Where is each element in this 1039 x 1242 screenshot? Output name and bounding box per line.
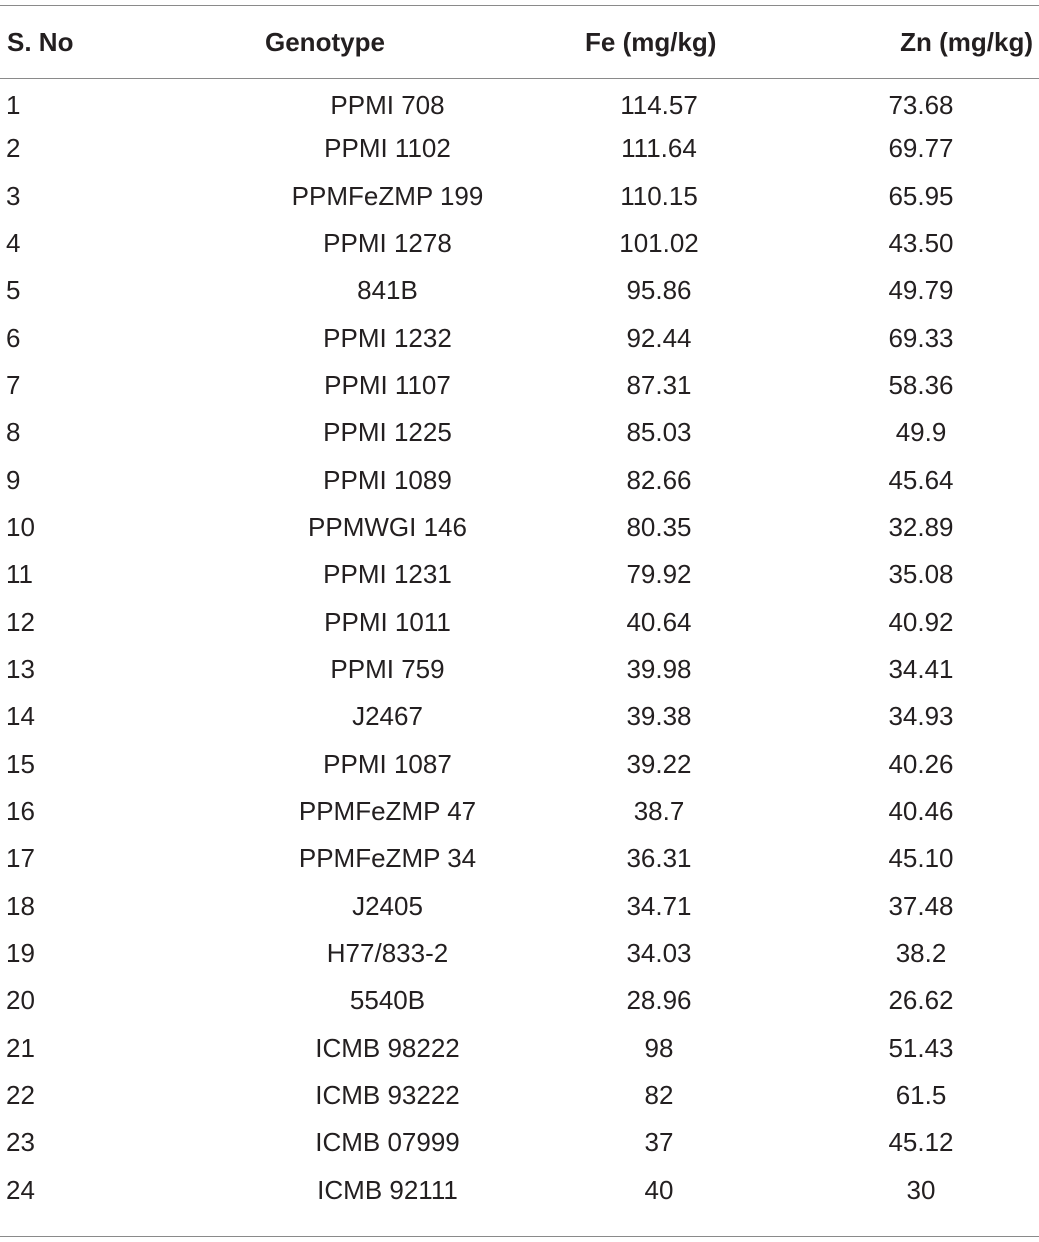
- cell-genotype: PPMFeZMP 199: [291, 180, 484, 211]
- cell-genotype: 841B: [357, 275, 418, 306]
- table-row: [0, 1072, 1039, 1119]
- cell-genotype: PPMFeZMP 47: [298, 796, 477, 827]
- cell-zn: 30: [906, 1174, 936, 1205]
- cell-zn: 37.48: [888, 890, 954, 921]
- table-row: [0, 551, 1039, 598]
- cell-zn: 49.79: [888, 275, 954, 306]
- cell-zn: 58.36: [888, 370, 954, 401]
- cell-fe: 38.7: [633, 796, 685, 827]
- cell-zn: 51.43: [888, 1032, 954, 1063]
- cell-fe: 37: [644, 1127, 674, 1158]
- cell-genotype: J2467: [352, 701, 423, 732]
- cell-fe: 87.31: [626, 370, 692, 401]
- cell-sno: 17: [6, 843, 35, 874]
- cell-zn: 26.62: [888, 985, 954, 1016]
- cell-sno: 1: [6, 90, 21, 121]
- cell-zn: 49.9: [895, 417, 947, 448]
- cell-sno: 5: [6, 275, 21, 306]
- cell-sno: 10: [6, 512, 35, 543]
- cell-fe: 82.66: [626, 464, 692, 495]
- cell-zn: 34.93: [888, 701, 954, 732]
- cell-fe: 82: [644, 1080, 674, 1111]
- cell-zn: 35.08: [888, 559, 954, 590]
- cell-genotype: PPMWGI 146: [308, 512, 467, 543]
- cell-genotype: PPMI 1011: [324, 606, 451, 637]
- table-row: [0, 504, 1039, 551]
- cell-sno: 8: [6, 417, 21, 448]
- table-row: [0, 409, 1039, 456]
- table-row: [0, 78, 1039, 125]
- cell-sno: 11: [6, 559, 33, 590]
- header-row: [0, 6, 1039, 78]
- cell-fe: 101.02: [619, 228, 699, 259]
- cell-fe: 92.44: [626, 322, 692, 353]
- header-genotype: Genotype: [265, 26, 385, 57]
- table-row: [0, 315, 1039, 362]
- cell-fe: 28.96: [626, 985, 692, 1016]
- cell-genotype: PPMI 708: [330, 90, 445, 121]
- table-row: [0, 930, 1039, 977]
- cell-zn: 43.50: [888, 228, 954, 259]
- cell-zn: 69.33: [888, 322, 954, 353]
- cell-zn: 32.89: [888, 512, 954, 543]
- cell-sno: 4: [6, 228, 21, 259]
- cell-sno: 18: [6, 890, 35, 921]
- header-sno: S. No: [7, 26, 74, 57]
- cell-sno: 6: [6, 322, 21, 353]
- table-row: [0, 1119, 1039, 1166]
- cell-fe: 39.98: [626, 654, 692, 685]
- cell-genotype: PPMI 1278: [323, 228, 452, 259]
- bottom-rule: [0, 1236, 1039, 1237]
- header-zn: Zn (mg/kg): [900, 26, 1033, 57]
- table-header: [0, 6, 1039, 78]
- cell-sno: 12: [6, 606, 35, 637]
- cell-fe: 36.31: [626, 843, 692, 874]
- cell-sno: 13: [6, 654, 35, 685]
- cell-genotype: PPMI 1225: [323, 417, 452, 448]
- table-row: [0, 267, 1039, 314]
- cell-fe: 114.57: [620, 90, 698, 121]
- header-fe: Fe (mg/kg): [585, 26, 717, 57]
- table-row: [0, 646, 1039, 693]
- cell-fe: 34.71: [626, 890, 692, 921]
- cell-sno: 24: [6, 1174, 35, 1205]
- cell-zn: 61.5: [895, 1080, 947, 1111]
- cell-sno: 2: [6, 133, 21, 164]
- table-row: [0, 883, 1039, 930]
- cell-genotype: J2405: [352, 890, 423, 921]
- cell-fe: 79.92: [626, 559, 692, 590]
- cell-genotype: PPMI 1102: [324, 133, 451, 164]
- table-row: [0, 457, 1039, 504]
- cell-zn: 65.95: [888, 180, 954, 211]
- table-row: [0, 693, 1039, 740]
- cell-genotype: ICMB 93222: [315, 1080, 460, 1111]
- cell-genotype: PPMI 1107: [324, 370, 451, 401]
- cell-genotype: PPMI 1089: [323, 464, 452, 495]
- cell-fe: 95.86: [626, 275, 692, 306]
- cell-zn: 73.68: [888, 90, 954, 121]
- table-row: [0, 220, 1039, 267]
- cell-sno: 7: [6, 370, 21, 401]
- cell-fe: 85.03: [626, 417, 692, 448]
- cell-fe: 110.15: [620, 180, 698, 211]
- cell-genotype: ICMB 98222: [315, 1032, 460, 1063]
- cell-zn: 34.41: [888, 654, 954, 685]
- cell-genotype: PPMI 759: [330, 654, 445, 685]
- cell-zn: 45.10: [888, 843, 954, 874]
- cell-zn: 69.77: [888, 133, 954, 164]
- cell-fe: 40.64: [626, 606, 692, 637]
- cell-genotype: ICMB 07999: [315, 1127, 460, 1158]
- cell-genotype: PPMI 1087: [323, 748, 452, 779]
- table-row: [0, 599, 1039, 646]
- cell-sno: 9: [6, 464, 21, 495]
- cell-sno: 15: [6, 748, 35, 779]
- cell-zn: 38.2: [895, 938, 947, 969]
- cell-sno: 21: [6, 1032, 35, 1063]
- genotype-table: [0, 6, 1039, 1214]
- table-row: [0, 1167, 1039, 1214]
- cell-zn: 45.12: [888, 1127, 954, 1158]
- cell-fe: 40: [644, 1174, 674, 1205]
- table-row: [0, 125, 1039, 172]
- table-row: [0, 835, 1039, 882]
- cell-sno: 20: [6, 985, 35, 1016]
- cell-fe: 39.38: [626, 701, 692, 732]
- table-row: [0, 788, 1039, 835]
- table-row: [0, 977, 1039, 1024]
- cell-sno: 3: [6, 180, 21, 211]
- cell-fe: 34.03: [626, 938, 692, 969]
- cell-genotype: H77/833-2: [326, 938, 449, 969]
- cell-zn: 40.46: [888, 796, 954, 827]
- cell-sno: 16: [6, 796, 35, 827]
- table-row: [0, 173, 1039, 220]
- cell-fe: 80.35: [626, 512, 692, 543]
- table-row: [0, 741, 1039, 788]
- cell-zn: 40.26: [888, 748, 954, 779]
- cell-genotype: PPMI 1232: [323, 322, 452, 353]
- cell-genotype: ICMB 92111: [317, 1174, 458, 1205]
- cell-fe: 111.64: [621, 133, 697, 164]
- cell-zn: 40.92: [888, 606, 954, 637]
- cell-fe: 98: [644, 1032, 674, 1063]
- cell-sno: 19: [6, 938, 35, 969]
- cell-zn: 45.64: [888, 464, 954, 495]
- table-row: [0, 1025, 1039, 1072]
- cell-sno: 14: [6, 701, 35, 732]
- cell-fe: 39.22: [626, 748, 692, 779]
- cell-genotype: PPMFeZMP 34: [298, 843, 477, 874]
- table-body: [0, 78, 1039, 1214]
- cell-sno: 23: [6, 1127, 35, 1158]
- table-row: [0, 362, 1039, 409]
- cell-genotype: PPMI 1231: [323, 559, 452, 590]
- cell-sno: 22: [6, 1080, 35, 1111]
- cell-genotype: 5540B: [349, 985, 426, 1016]
